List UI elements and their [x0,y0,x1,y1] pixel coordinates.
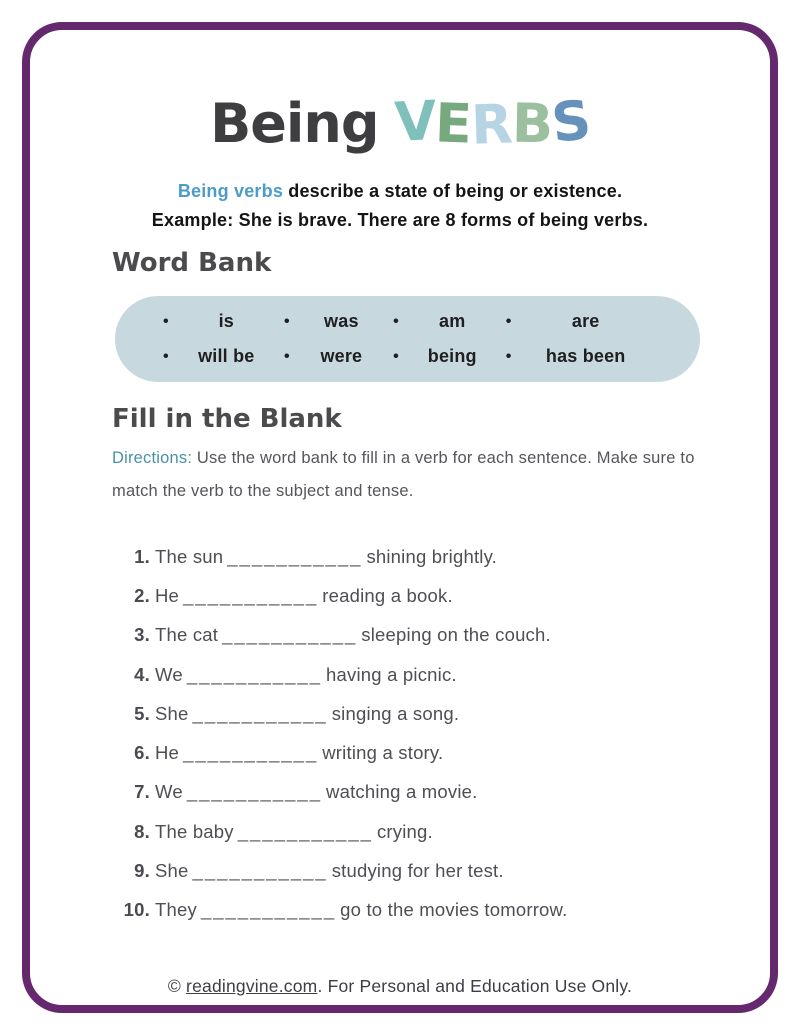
answer-blank: ___________ [186,663,323,685]
title-letter: E [434,91,473,156]
word-bank-word: am [439,311,466,331]
item-number: 6. [134,742,150,764]
sentence-after: shining brightly. [366,545,498,567]
intro-line-1 [0,177,800,206]
sentence-before: The baby [155,820,234,842]
word-bank-box [115,296,700,382]
word-bank-item [393,346,506,367]
word-bank-word: is [218,311,234,331]
sentence-text [155,585,457,607]
sentence-before: He [155,584,180,606]
title-letter: B [511,91,553,156]
sentence-before: We [155,781,183,803]
bullet-icon: • [283,312,290,330]
bullet-icon: • [163,347,169,365]
sentence-item [118,812,718,851]
item-number: 2. [134,584,150,606]
item-number: 5. [134,702,150,724]
bullet-icon: • [283,347,290,365]
answer-blank: ___________ [222,624,358,646]
word-bank-item [163,346,284,367]
bullet-icon: • [163,312,169,330]
footer [0,976,800,997]
sentence-before: She [155,860,189,882]
intro-highlight: Being verbs [177,181,284,201]
word-bank-word: were [320,346,363,366]
directions-label: Directions: [112,449,193,467]
title-letter: S [548,88,593,155]
sentence-after: crying. [376,820,433,842]
answer-blank: ___________ [192,860,328,882]
sentence-item [118,694,718,733]
sentence-item [118,851,718,890]
sentence-text [155,899,571,921]
copyright-symbol: © [167,976,187,996]
title-letter: R [470,92,513,157]
readingvine-link[interactable]: readingvine.com [186,976,318,996]
answer-blank: ___________ [183,584,319,606]
answer-blank: ___________ [186,781,323,803]
sentence-item [118,733,718,772]
intro-text [0,177,800,235]
bullet-icon: • [505,312,512,330]
bullet-icon: • [393,347,399,365]
item-number: 3. [134,624,150,646]
word-bank-item [284,311,393,332]
bullet-icon: • [393,312,399,330]
sentence-item [118,655,718,694]
sentence-after: writing a story. [322,742,444,764]
sentence-text [155,821,437,843]
sentence-text [155,624,555,646]
sentence-text [155,703,463,725]
directions-text [112,442,712,508]
sentence-text [155,860,508,882]
title-word-verbs [392,88,593,157]
sentence-after: studying for her test. [331,860,504,882]
answer-blank: ___________ [200,899,337,921]
word-bank-item [284,346,393,367]
title-letter: V [392,88,437,155]
sentence-before: The sun [155,545,224,567]
word-bank-word: has been [545,346,626,366]
sentence-item [118,616,718,655]
sentence-list [118,537,718,930]
answer-blank: ___________ [227,545,363,567]
fill-in-the-blank-heading: Fill in the Blank [112,404,342,434]
word-bank-item [506,311,660,332]
word-bank-word: will be [198,346,255,366]
sentence-after: watching a movie. [326,781,478,803]
title-word-being: Being [210,92,379,155]
sentence-before: She [155,702,189,724]
word-bank-item [506,346,660,367]
answer-blank: ___________ [192,702,328,724]
sentence-after: go to the movies tomorrow. [340,899,568,921]
item-number: 8. [134,820,150,842]
intro-line1-rest: describe a state of being or existence. [283,181,623,201]
item-number: 9. [134,860,150,882]
word-bank-word: are [571,311,600,331]
sentence-before: We [155,663,183,685]
sentence-after: having a picnic. [326,663,457,685]
word-bank-word: was [324,311,359,331]
item-number: 7. [134,781,150,803]
item-number: 1. [134,545,150,567]
sentence-item [118,773,718,812]
directions-body: Use the word bank to fill in a verb for each sentence. Make sure to match the verb to the subject and tense. [112,449,695,500]
sentence-after: reading a book. [322,584,453,606]
sentence-text [155,781,482,803]
answer-blank: ___________ [183,742,319,764]
word-bank-item [393,311,506,332]
word-bank-heading: Word Bank [112,248,272,278]
bullet-icon: • [505,347,512,365]
sentence-text [155,742,447,764]
sentence-before: The cat [155,624,219,646]
sentence-before: They [155,899,197,921]
sentence-text [155,546,501,568]
sentence-after: sleeping on the couch. [361,624,551,646]
item-number: 4. [134,663,150,685]
intro-line-2: Example: She is brave. There are 8 forms of being verbs. [151,210,649,230]
page-title [0,88,800,157]
sentence-before: He [155,742,180,764]
sentence-text [155,664,461,686]
footer-suffix: . For Personal and Education Use Only. [317,976,633,996]
sentence-after: singing a song. [331,702,460,724]
word-bank-word: being [427,346,477,366]
sentence-item [118,576,718,615]
sentence-item [118,891,718,930]
answer-blank: ___________ [237,820,373,842]
item-number: 10. [123,899,150,921]
sentence-item [118,537,718,576]
word-bank-item [163,311,284,332]
